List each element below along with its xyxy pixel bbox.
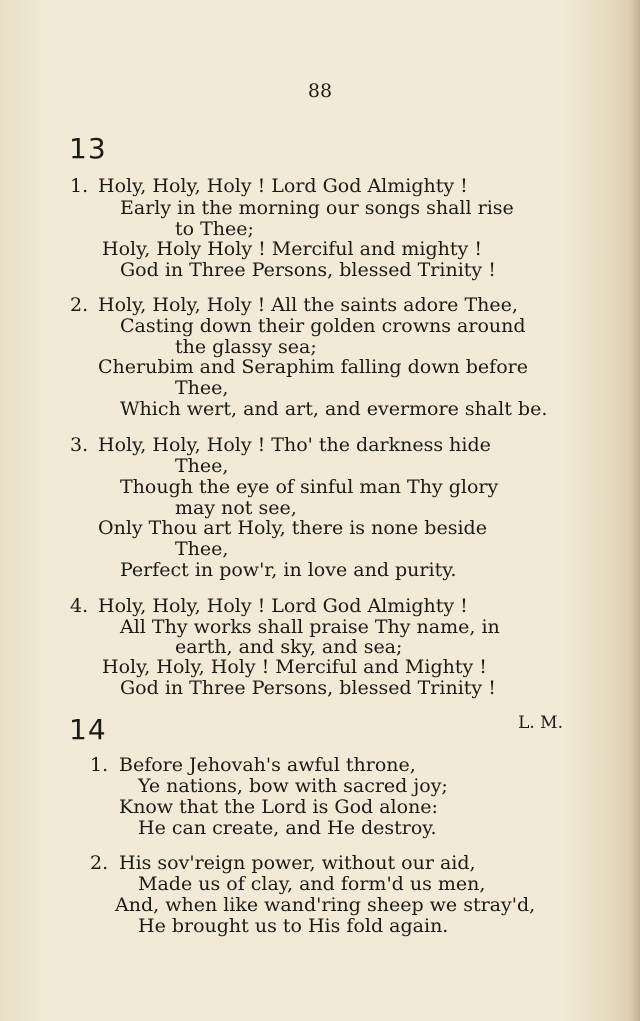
verse-line: Thee, (175, 455, 229, 477)
verse-number: 3. (70, 434, 89, 456)
verse-line: may not see, (175, 497, 297, 519)
verse-line: Thee, (175, 538, 229, 560)
verse-line: Holy, Holy Holy ! Merciful and mighty ! (102, 238, 482, 260)
verse-line: Casting down their golden crowns around (120, 315, 526, 337)
hymn-number: 13 (69, 132, 107, 165)
verse-line: Which wert, and art, and evermore shalt be. (120, 398, 548, 420)
hymn-number: 14 (69, 713, 107, 746)
verse-line: Holy, Holy, Holy ! All the saints adore Thee, (98, 294, 518, 316)
verse-number: 2. (90, 852, 109, 874)
verse-line: Ye nations, bow with sacred joy; (138, 775, 448, 797)
verse-line: And, when like wand'ring sheep we stray'd, (115, 894, 536, 916)
verse-line: Made us of clay, and form'd us men, (138, 873, 486, 895)
verse-line: God in Three Persons, blessed Trinity ! (120, 259, 496, 281)
verse-number: 1. (90, 754, 109, 776)
verse-line: the glassy sea; (175, 336, 317, 358)
verse-line: Early in the morning our songs shall rise (120, 197, 514, 219)
verse-line: Perfect in pow'r, in love and purity. (120, 559, 457, 581)
verse-line: Holy, Holy, Holy ! Lord God Almighty ! (98, 175, 468, 197)
verse-line: Holy, Holy, Holy ! Lord God Almighty ! (98, 595, 468, 617)
verse-line: Before Jehovah's awful throne, (119, 754, 416, 776)
verse-number: 1. (70, 175, 89, 197)
hymn-meter: L. M. (518, 713, 563, 733)
verse-line: Holy, Holy, Holy ! Tho' the darkness hide (98, 434, 491, 456)
verse-line: He can create, and He destroy. (138, 817, 437, 839)
verse-line: Only Thou art Holy, there is none beside (98, 517, 487, 539)
verse-line: God in Three Persons, blessed Trinity ! (120, 677, 496, 699)
verse-number: 2. (70, 294, 89, 316)
verse-line: His sov'reign power, without our aid, (119, 852, 476, 874)
verse-line: to Thee; (175, 218, 254, 240)
verse-line: He brought us to His fold again. (138, 915, 449, 937)
verse-line: Know that the Lord is God alone: (119, 796, 438, 818)
page-edge-shadow (630, 0, 640, 1021)
verse-line: Holy, Holy, Holy ! Merciful and Mighty ! (102, 656, 487, 678)
verse-line: Though the eye of sinful man Thy glory (120, 476, 499, 498)
verse-line: All Thy works shall praise Thy name, in (120, 616, 500, 638)
verse-line: Cherubim and Seraphim falling down before (98, 356, 528, 378)
verse-number: 4. (70, 595, 89, 617)
verse-line: earth, and sky, and sea; (175, 636, 403, 658)
verse-line: Thee, (175, 377, 229, 399)
page-number: 88 (307, 80, 333, 102)
